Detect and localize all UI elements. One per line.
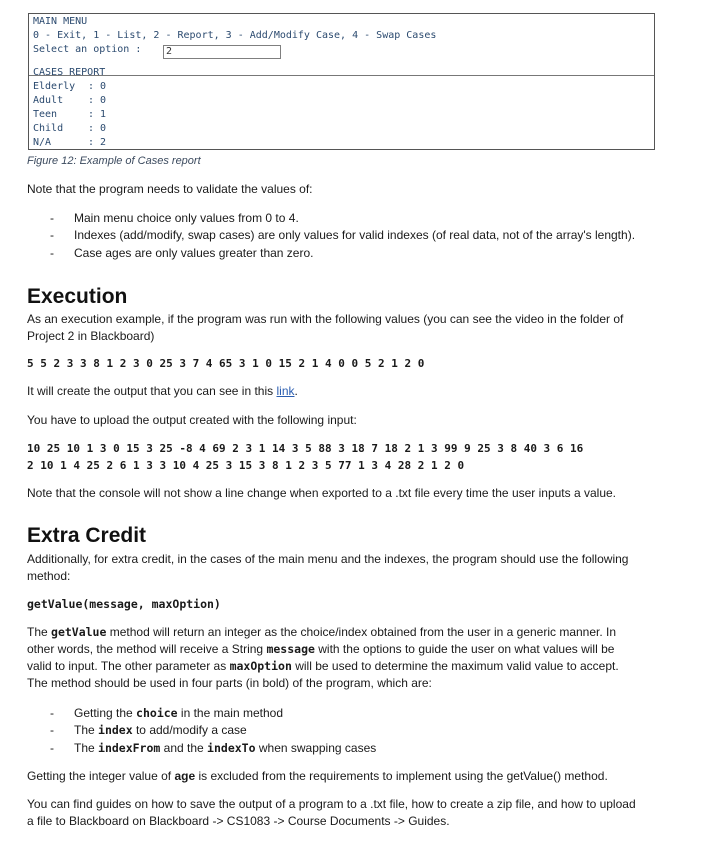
text: in the main method xyxy=(177,706,283,720)
getvalue-paragraph-line-4: The method should be used in four parts (in bold) of the program, which are: xyxy=(27,676,432,690)
execution-intro-1: As an execution example, if the program was run with the following values (you can see the video in the folder of xyxy=(27,312,624,326)
figure-caption: Figure 12: Example of Cases report xyxy=(27,155,201,167)
text: The xyxy=(27,625,52,639)
menu-prompt: Select an option : xyxy=(33,44,142,55)
getvalue-paragraph-line-3 xyxy=(27,658,657,675)
row-label: Adult xyxy=(33,95,64,106)
extra-intro-1: Additionally, for extra credit, in the cases of the main menu and the indexes, the program should use the following xyxy=(27,552,629,566)
text: The xyxy=(74,741,99,755)
text: when swapping cases xyxy=(255,741,377,755)
text: The xyxy=(74,723,99,737)
age-note xyxy=(27,768,657,785)
console-figure xyxy=(28,13,655,150)
text: Getting the xyxy=(74,706,137,720)
console-separator xyxy=(29,75,654,76)
report-row-child xyxy=(33,123,107,135)
code-choice: choice xyxy=(136,706,178,720)
report-row-na xyxy=(33,137,107,149)
text: Getting the integer value of xyxy=(27,769,175,783)
validate-item-text: Main menu choice only values from 0 to 4. xyxy=(74,211,299,225)
getvalue-paragraph-line-1 xyxy=(27,624,657,641)
input-sequence-2-line-1: 10 25 10 1 3 0 15 3 25 -8 4 69 2 3 1 14 3 5 88 3 18 7 18 2 1 3 99 9 25 3 8 40 3 6 16 xyxy=(27,442,584,455)
report-row-adult xyxy=(33,95,107,107)
code-getvalue: getValue xyxy=(51,625,107,639)
text: valid to input. The other parameter as xyxy=(27,659,230,673)
menu-title: MAIN MENU xyxy=(33,16,88,27)
text: other words, the method will receive a String xyxy=(27,642,267,656)
output-text-pre: It will create the output that you can see in this xyxy=(27,384,277,398)
guide-line-1: You can find guides on how to save the output of a program to a .txt file, how to create a zip file, and how to upload xyxy=(27,797,636,811)
extra-intro-2: method: xyxy=(27,569,71,583)
text: to add/modify a case xyxy=(132,723,247,737)
validate-item-text: Indexes (add/modify, swap cases) are only values for valid indexes (of real data, not of the array's length). xyxy=(74,228,636,242)
row-value: : 2 xyxy=(88,137,107,148)
input-sequence-1: 5 5 2 3 3 8 1 2 3 0 25 3 7 4 65 3 1 0 15 2 1 4 0 0 5 2 1 2 0 xyxy=(27,357,425,370)
method-signature: getValue(message, maxOption) xyxy=(27,597,221,611)
validate-intro: Note that the program needs to validate the values of: xyxy=(27,182,313,196)
row-value: : 0 xyxy=(88,81,107,92)
row-label: N/A xyxy=(33,137,52,148)
guide-line-2: a file to Blackboard on Blackboard -> CS1083 -> Course Documents -> Guides. xyxy=(27,814,450,828)
text: with the options to guide the user on what values will be xyxy=(314,642,615,656)
code-index: index xyxy=(98,723,133,737)
code-message: message xyxy=(266,642,315,656)
getvalue-paragraph-line-2 xyxy=(27,641,657,658)
bold-age: age xyxy=(174,769,196,783)
output-link[interactable]: link xyxy=(276,384,295,398)
text: method will return an integer as the choice/index obtained from the user in a generic manner. In xyxy=(106,625,617,639)
input-sequence-2-line-2: 2 10 1 4 25 2 6 1 3 3 10 4 25 3 15 3 8 1 2 3 5 77 1 3 4 28 2 1 2 0 xyxy=(27,459,465,472)
console-note: Note that the console will not show a line change when exported to a .txt file every time the user inputs a value. xyxy=(27,486,617,500)
text: will be used to determine the maximum valid value to accept. xyxy=(291,659,619,673)
row-value: : 1 xyxy=(88,109,107,120)
option-input[interactable]: 2 xyxy=(163,45,281,59)
output-text xyxy=(27,383,657,400)
menu-options: 0 - Exit, 1 - List, 2 - Report, 3 - Add/Modify Case, 4 - Swap Cases xyxy=(33,30,437,41)
row-value: : 0 xyxy=(88,123,107,134)
report-title: CASES REPORT xyxy=(33,67,106,78)
row-value: : 0 xyxy=(88,95,107,106)
report-row-elderly xyxy=(33,81,107,93)
output-text-post: . xyxy=(294,384,298,398)
extra-credit-heading: Extra Credit xyxy=(27,524,147,547)
upload-text: You have to upload the output created with the following input: xyxy=(27,413,357,427)
text: is excluded from the requirements to implement using the getValue() method. xyxy=(195,769,608,783)
validate-item-text: Case ages are only values greater than zero. xyxy=(74,246,314,260)
text: and the xyxy=(160,741,208,755)
row-label: Elderly xyxy=(33,81,76,92)
report-row-teen xyxy=(33,109,107,121)
execution-heading: Execution xyxy=(27,285,128,308)
code-indexfrom: indexFrom xyxy=(98,741,161,755)
code-indexto: indexTo xyxy=(207,741,256,755)
execution-intro-2: Project 2 in Blackboard) xyxy=(27,329,155,343)
row-label: Teen xyxy=(33,109,58,120)
row-label: Child xyxy=(33,123,64,134)
code-maxoption: maxOption xyxy=(229,659,292,673)
